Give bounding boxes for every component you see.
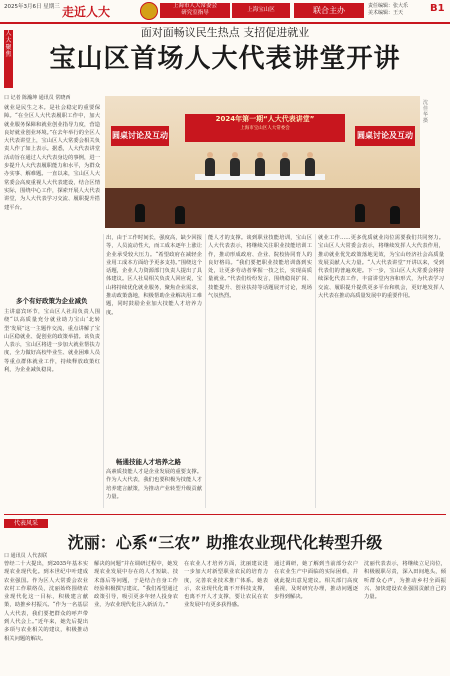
stage-banner-title: 2024年第一期“人大代表讲堂”	[215, 115, 315, 123]
stage-floor	[105, 188, 420, 228]
art-editor-line: 美术编辑：王天	[368, 10, 404, 16]
stage-banner	[185, 114, 345, 142]
article2-column-3: 在农业人才培养方面，沈丽建议进一步加大对新型职业农民的培育力度，完善农业技术推广体系。她表示，农业现代化离不开科技支撑，也离不开人才支撑，要让农民在农业发展中有更多获得感。	[184, 561, 268, 609]
article-kicker: 面对面畅议民生热点 支招促进就业	[140, 26, 310, 39]
column-rule	[205, 234, 206, 508]
audience-figure	[135, 204, 145, 222]
article2-column-4: 通过调研，她了解到当前部分农户在农业生产中面临的实际困难，并就此提出意见建议。相关部门高度重视，及时研究办理，推动问题逐步得到解决。	[274, 561, 358, 601]
article2-column-5: 沈丽代表表示，将继续立足岗位，积极履职尽责，深入田间地头，倾听群众心声，为推动乡村全面振兴、加快建设农业强国贡献自己的力量。	[364, 561, 446, 601]
article-subhead: 多个有好政策为企业减负	[16, 297, 88, 305]
audience-figure	[355, 204, 365, 222]
article2-column-1: 曾经二十大提出，到2035年基本实现农业现代化。到本世纪中叶建成农业强国。作为区人大常委会农业农村工作联络员，沈丽始终围绕农业现代化这一目标，积极建言献策，助推乡村振兴。“作为一名基层人大代表，我们要把群众的呼声带到人代会上。”近年来，她先后提出多项与农业相关的建议，积极推动相关问题的解决。	[4, 561, 88, 642]
stage-panel-left: 圆桌讨论及互动	[111, 126, 169, 146]
speaker-head	[257, 152, 263, 158]
article-column-3: 能人才的支撑。谈到职业技能培训，宝山区人大代表表示，将继续关注职业技能培训工作，推动形成政府、企业、院校协同育人的良好格局。“我们要把职业技能培训落到实处，让更多劳动者掌握一技之长，实现高质量就业。”代表们纷纷发言，围绕稳岗扩岗、技能提升、创业扶持等话题展开讨论，现场气氛热烈。	[208, 235, 312, 300]
article-column-2: 出，由于工作时间长，强度高，缺少回报等，人员流动性大，而工成本逐年上涨让企业承受较大压力。“希望政府在减轻企业用工成本方面给予更多支持。”围绕这个话题，企业人力资源部门负责人提出了具体建议。区人社局相关负责人回应说，宝山将持续优化就业服务，聚焦企业需求，推动政策落地，积极帮助企业解决用工难题，同时鼓励企业加大技能人才培养力度。	[106, 235, 202, 316]
article-column-1: 就业是民生之本。是社会稳定的重要保障。“在全区人大代表履职工作中，加大就业服务保障和就业创业指导力度，营造良好就业创业环境。”在去年举行的全区人大代表讲堂上，宝山区人大常委会相关负责人作了如上表示。据悉，人大代表讲堂活动旨在通过人大代表身边的事例，进一步提升人大代表履职能力和水平，为群众办实事、解难题。一直以来，宝山区人大常委会高度重视人大代表建设，结合区情实际，围绕中心工作，探索开展人大代表讲堂，为人大代表学习交流、履职提升搭建平台。	[4, 105, 100, 211]
speaker-head	[282, 152, 288, 158]
stage-panel-right: 圆桌讨论及互动	[355, 126, 415, 146]
column-rule	[315, 234, 316, 508]
speaker-figure	[230, 158, 240, 176]
co-host-banner: 联合主办	[294, 3, 364, 18]
article-subhead: 畅通技能人才培养之路	[116, 458, 181, 466]
article-column-2-bottom: 高素质技能人才是企业发展的重要支撑。作为人大代表，我们也要积极为技能人才培养建言献策，为推动产业转型升级贡献力量。	[106, 469, 202, 500]
article2-headline: 沈丽：心系“三农” 助推农业现代化转型升级	[67, 533, 383, 552]
speaker-figure	[255, 158, 265, 176]
national-emblem-icon	[140, 2, 158, 20]
guidance-tag-line1: 上海市人大常委会	[172, 3, 217, 9]
speaker-head	[232, 152, 238, 158]
editor-credits	[368, 3, 426, 17]
speaker-head	[307, 152, 313, 158]
stage-banner-subtitle: 上海市宝山区人大常委会	[240, 126, 290, 131]
issue-date: 2025年3月6日 星期三	[4, 4, 60, 10]
article2-column-2: 解决的问题”并在调研过程中，她发现农业发展中存在的人才短缺、技术落后等问题，于是结合自身工作经验积极撰写建议。“我们希望通过政策引导，吸引更多年轻人投身农业，为农业现代化注入新活力。”	[94, 561, 178, 609]
event-photo	[105, 96, 420, 228]
speaker-figure	[280, 158, 290, 176]
photo-credit: 沈佳华 摄	[423, 100, 429, 124]
section-side-label: 人大聚焦	[4, 30, 13, 88]
speaker-head	[207, 152, 213, 158]
article-byline: 口 记者 陈瀚坤 通讯员 常晓西	[4, 95, 71, 101]
district-tag: 上海宝山区	[232, 3, 290, 18]
article-headline: 宝山区首场人大代表讲堂开讲	[49, 44, 401, 74]
speaker-figure	[205, 158, 215, 176]
column-rule	[103, 234, 104, 508]
article-column-4: 就业工作……更多优质就业岗位需要我们共同努力。宝山区人大常委会表示，将继续发挥人大代表作用，推动就业优先政策落地见效，为宝山经济社会高质量发展贡献人大力量。“人大代表讲堂”开讲以来，受到代表们的普遍欢迎。下一步，宝山区人大常委会将持续深化代表工作，丰富讲堂内容和形式，为代表学习交流、履职提升提供更多平台和机会，更好地发挥人大代表在推动高质量发展中的重要作用。	[318, 235, 444, 300]
page-number: B1	[430, 3, 445, 14]
guidance-tag-line2: 研究室指导	[181, 10, 209, 16]
article-column-1-bottom: 主讲嘉宾环节，宝山区人社局负责人围绕“以高质量充分就业助力宝山‘北转型’发展”这一主题作交流，重点讲解了宝山区稳就业、促创业的政策举措。该负责人表示，宝山区将进一步加大就业帮扶力度，全力做好高校毕业生、就业困难人员等重点群体就业工作，持续释放政策红利，为企业减负稳岗。	[4, 309, 100, 374]
section-label-2: 代表风采	[4, 519, 48, 528]
section-divider	[4, 514, 446, 515]
editor-line: 责任编辑：张大乐	[368, 3, 409, 9]
guidance-tag	[160, 3, 230, 18]
audience-figure	[175, 206, 185, 224]
section-name: 走近人大	[62, 5, 111, 19]
article2-byline: 口 通讯员 人代表联	[4, 553, 48, 559]
audience-figure	[390, 206, 400, 224]
speaker-figure	[305, 158, 315, 176]
